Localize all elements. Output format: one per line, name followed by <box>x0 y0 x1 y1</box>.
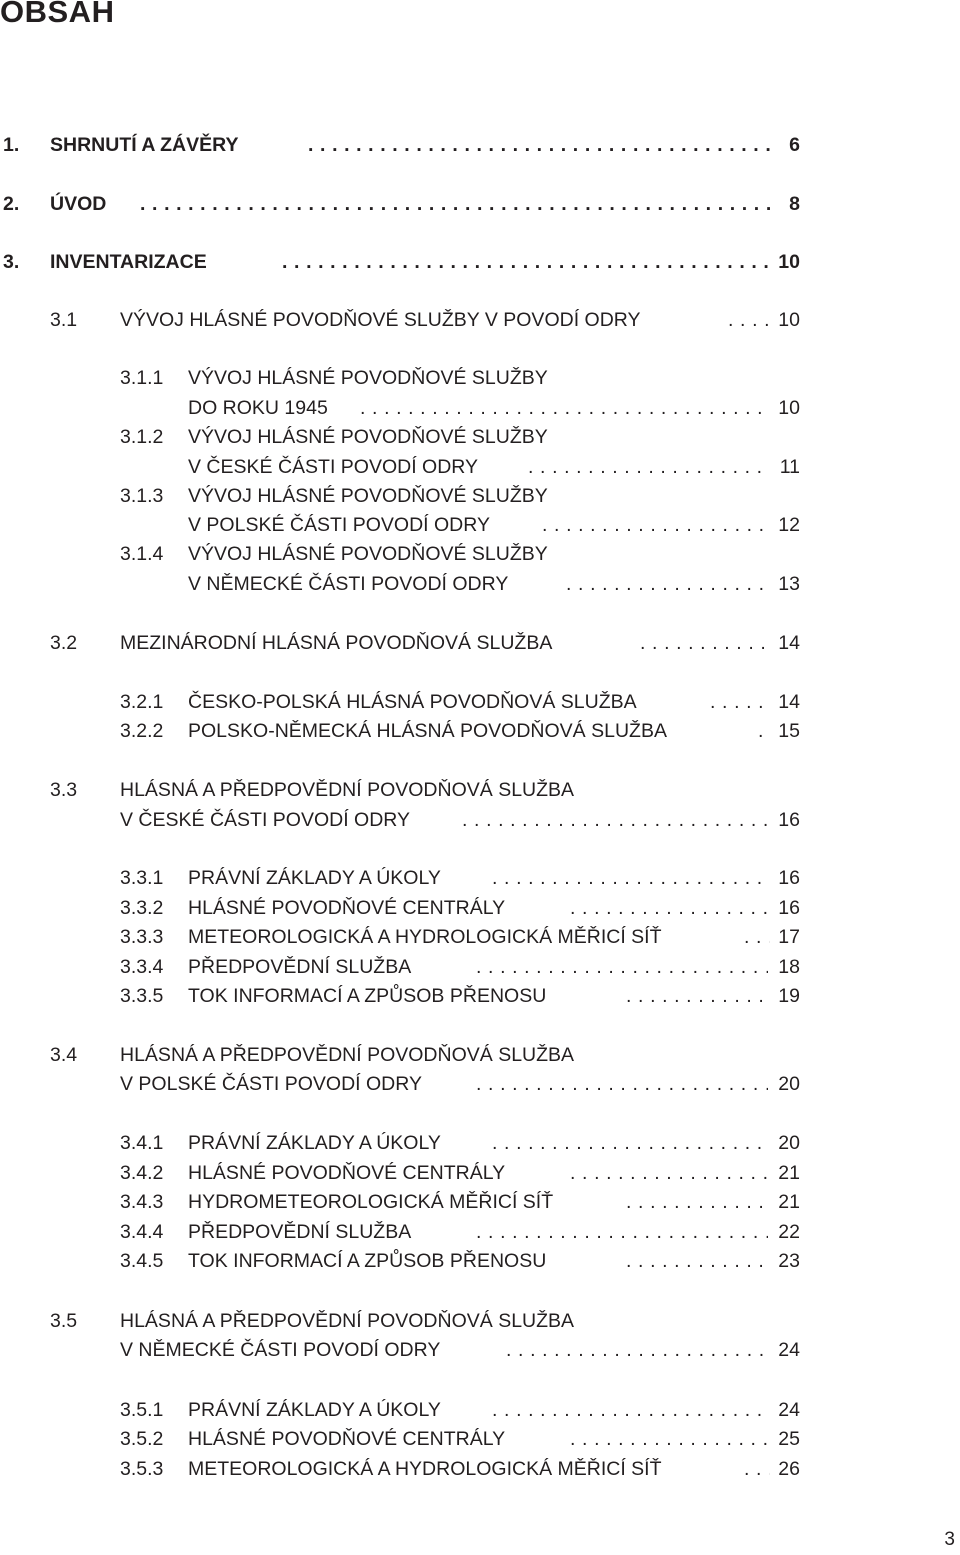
toc-entry-title: HLÁSNÁ A PŘEDPOVĚDNÍ POVODŇOVÁ SLUŽBA <box>120 1044 575 1066</box>
toc-entry-3-4-3[interactable] <box>0 1190 800 1214</box>
toc-entry-title: VÝVOJ HLÁSNÉ POVODŇOVÉ SLUŽBY <box>188 543 548 565</box>
toc-entry-page: 24 <box>778 1399 800 1421</box>
toc-entry-number: 3.4.2 <box>120 1162 164 1184</box>
toc-entry-title: INVENTARIZACE <box>50 251 207 273</box>
toc-entry-3-3-1[interactable] <box>0 866 800 890</box>
toc-leader <box>626 984 770 1008</box>
toc-entry-number: 1. <box>3 134 20 156</box>
toc-leader <box>360 396 768 420</box>
toc-leader <box>542 513 768 537</box>
toc-entry-number: 3.3.3 <box>120 926 164 948</box>
toc-entry-title-continued: V NĚMECKÉ ČÁSTI POVODÍ ODRY <box>188 573 509 595</box>
toc-entry-number: 3.1 <box>50 309 78 331</box>
toc-entry-page: 19 <box>778 985 800 1007</box>
toc-entry-3-4-1[interactable] <box>0 1131 800 1155</box>
toc-leader <box>710 690 770 714</box>
toc-entry-page: 24 <box>778 1339 800 1361</box>
toc-leader <box>462 808 768 832</box>
toc-leader <box>640 631 770 655</box>
toc-entry-page: 26 <box>778 1458 800 1480</box>
toc-entry-page: 25 <box>778 1428 800 1450</box>
toc-entry-3-1-4-line1[interactable] <box>0 542 800 566</box>
toc-entry-3-1-2-line2[interactable] <box>0 455 800 479</box>
toc-entry-page: 10 <box>778 251 800 273</box>
toc-entry-number: 3.4.1 <box>120 1132 164 1154</box>
toc-entry-number: 3.4 <box>50 1044 78 1066</box>
toc-entry-page: 11 <box>779 456 800 478</box>
toc-entry-title: METEOROLOGICKÁ A HYDROLOGICKÁ MĚŘICÍ SÍŤ <box>188 926 662 948</box>
toc-entry-title: METEOROLOGICKÁ A HYDROLOGICKÁ MĚŘICÍ SÍŤ <box>188 1458 662 1480</box>
toc-leader <box>506 1338 768 1362</box>
toc-entry-title: PŘEDPOVĚDNÍ SLUŽBA <box>188 956 412 978</box>
toc-entry-number: 3.3.5 <box>120 985 164 1007</box>
toc-entry-number: 3. <box>3 251 20 273</box>
toc-leader <box>626 1249 770 1273</box>
toc-entry-title: VÝVOJ HLÁSNÉ POVODŇOVÉ SLUŽBY <box>188 367 548 389</box>
toc-entry-page: 13 <box>778 573 800 595</box>
toc-entry-page: 16 <box>778 897 800 919</box>
toc-entry-title-continued: V ČESKÉ ČÁSTI POVODÍ ODRY <box>120 809 411 831</box>
toc-leader <box>492 1131 768 1155</box>
toc-entry-title: HLÁSNÉ POVODŇOVÉ CENTRÁLY <box>188 1428 506 1450</box>
toc-entry-title-continued: V POLSKÉ ČÁSTI POVODÍ ODRY <box>120 1073 422 1095</box>
toc-leader <box>728 308 768 332</box>
toc-leader <box>570 896 768 920</box>
toc-entry-title: PRÁVNÍ ZÁKLADY A ÚKOLY <box>188 867 441 889</box>
page-title: OBSAH <box>0 0 115 29</box>
toc-entry-title: HLÁSNÉ POVODŇOVÉ CENTRÁLY <box>188 1162 506 1184</box>
toc-entry-title: VÝVOJ HLÁSNÉ POVODŇOVÉ SLUŽBY V POVODÍ ODRY <box>120 309 641 331</box>
toc-entry-3-2[interactable] <box>0 631 800 655</box>
toc-leader <box>140 192 770 216</box>
toc-entry-title: SHRNUTÍ A ZÁVĚRY <box>50 134 239 156</box>
toc-entry-3-3-3[interactable] <box>0 925 800 949</box>
toc-leader <box>492 866 768 890</box>
toc-entry-page: 21 <box>778 1191 800 1213</box>
toc-leader <box>528 455 770 479</box>
toc-entry-title-continued: DO ROKU 1945 <box>188 397 328 419</box>
toc-entry-3-1-3-line2[interactable] <box>0 513 800 537</box>
toc-leader <box>476 1072 768 1096</box>
toc-entry-number: 3.1.3 <box>120 485 164 507</box>
toc-entry-page: 10 <box>778 309 800 331</box>
toc-entry-title: HLÁSNÁ A PŘEDPOVĚDNÍ POVODŇOVÁ SLUŽBA <box>120 779 575 801</box>
toc-entry-number: 3.2 <box>50 632 78 654</box>
toc-entry-3-1-1-line2[interactable] <box>0 396 800 420</box>
toc-entry-number: 3.2.2 <box>120 720 164 742</box>
toc-entry-3-1-1-line1[interactable] <box>0 366 800 390</box>
toc-entry-page: 15 <box>778 720 800 742</box>
toc-entry-title: MEZINÁRODNÍ HLÁSNÁ POVODŇOVÁ SLUŽBA <box>120 632 553 654</box>
toc-entry-1[interactable] <box>0 133 800 157</box>
toc-entry-title-continued: V POLSKÉ ČÁSTI POVODÍ ODRY <box>188 514 490 536</box>
toc-entry-page: 16 <box>778 867 800 889</box>
toc-entry-number: 2. <box>3 193 20 215</box>
toc-entry-3-3-line2[interactable] <box>0 808 800 832</box>
toc-entry-page: 14 <box>778 632 800 654</box>
toc-leader <box>476 1220 768 1244</box>
toc-entry-number: 3.3.2 <box>120 897 164 919</box>
toc-entry-3-3-5[interactable] <box>0 984 800 1008</box>
toc-leader <box>744 1457 770 1481</box>
toc-entry-number: 3.4.4 <box>120 1221 164 1243</box>
toc-entry-number: 3.1.2 <box>120 426 164 448</box>
toc-entry-3-1[interactable] <box>0 308 800 332</box>
toc-leader <box>476 955 768 979</box>
toc-entry-page: 16 <box>778 809 800 831</box>
toc-entry-3-5-2[interactable] <box>0 1427 800 1451</box>
toc-entry-number: 3.2.1 <box>120 691 164 713</box>
toc-entry-page: 21 <box>778 1162 800 1184</box>
toc-entry-number: 3.4.3 <box>120 1191 164 1213</box>
toc-entry-title-continued: V NĚMECKÉ ČÁSTI POVODÍ ODRY <box>120 1339 441 1361</box>
toc-entry-number: 3.5.1 <box>120 1399 164 1421</box>
toc-entry-3-2-2[interactable] <box>0 719 800 743</box>
toc-entry-title: PRÁVNÍ ZÁKLADY A ÚKOLY <box>188 1399 441 1421</box>
toc-leader <box>744 925 770 949</box>
toc-entry-title: VÝVOJ HLÁSNÉ POVODŇOVÉ SLUŽBY <box>188 426 548 448</box>
toc-entry-page: 17 <box>778 926 800 948</box>
toc-entry-page: 22 <box>778 1221 800 1243</box>
toc-entry-3-5-line2[interactable] <box>0 1338 800 1362</box>
toc-entry-page: 20 <box>778 1132 800 1154</box>
toc-entry-3-1-4-line2[interactable] <box>0 572 800 596</box>
toc-entry-3-5-line1[interactable] <box>0 1309 800 1333</box>
toc-entry-3[interactable] <box>0 250 800 274</box>
page-number: 3 <box>944 1529 955 1550</box>
toc-entry-title: ČESKO-POLSKÁ HLÁSNÁ POVODŇOVÁ SLUŽBA <box>188 691 637 713</box>
toc-entry-3-4-2[interactable] <box>0 1161 800 1185</box>
toc-entry-page: 14 <box>778 691 800 713</box>
toc-entry-page: 20 <box>778 1073 800 1095</box>
toc-entry-number: 3.4.5 <box>120 1250 164 1272</box>
toc-leader <box>570 1161 768 1185</box>
toc-entry-title: HLÁSNÁ A PŘEDPOVĚDNÍ POVODŇOVÁ SLUŽBA <box>120 1310 575 1332</box>
toc-entry-title-continued: V ČESKÉ ČÁSTI POVODÍ ODRY <box>188 456 479 478</box>
toc-entry-2[interactable] <box>0 192 800 216</box>
toc-entry-title: TOK INFORMACÍ A ZPŮSOB PŘENOSU <box>188 985 547 1007</box>
toc-entry-3-2-1[interactable] <box>0 690 800 714</box>
toc-entry-title: PŘEDPOVĚDNÍ SLUŽBA <box>188 1221 412 1243</box>
toc-entry-3-3-4[interactable] <box>0 955 800 979</box>
toc-leader <box>626 1190 770 1214</box>
toc-entry-title: PRÁVNÍ ZÁKLADY A ÚKOLY <box>188 1132 441 1154</box>
toc-leader <box>308 133 770 157</box>
toc-entry-title: TOK INFORMACÍ A ZPŮSOB PŘENOSU <box>188 1250 547 1272</box>
toc-entry-3-4-4[interactable] <box>0 1220 800 1244</box>
toc-entry-3-3-2[interactable] <box>0 896 800 920</box>
toc-entry-3-5-3[interactable] <box>0 1457 800 1481</box>
toc-entry-3-4-line2[interactable] <box>0 1072 800 1096</box>
toc-entry-number: 3.1.4 <box>120 543 164 565</box>
toc-leader <box>566 572 768 596</box>
toc-leader <box>492 1398 768 1422</box>
toc-leader <box>758 719 770 743</box>
toc-entry-page: 6 <box>789 134 800 156</box>
toc-entry-number: 3.1.1 <box>120 367 164 389</box>
toc-entry-page: 10 <box>778 397 800 419</box>
toc-entry-title: HLÁSNÉ POVODŇOVÉ CENTRÁLY <box>188 897 506 919</box>
toc-entry-number: 3.3.1 <box>120 867 164 889</box>
toc-leader <box>282 250 768 274</box>
toc-entry-3-4-line1[interactable] <box>0 1043 800 1067</box>
toc-entry-title: VÝVOJ HLÁSNÉ POVODŇOVÉ SLUŽBY <box>188 485 548 507</box>
toc-entry-3-1-2-line1[interactable] <box>0 425 800 449</box>
toc-entry-3-1-3-line1[interactable] <box>0 484 800 508</box>
toc-entry-title: POLSKO-NĚMECKÁ HLÁSNÁ POVODŇOVÁ SLUŽBA <box>188 720 667 742</box>
toc-entry-3-5-1[interactable] <box>0 1398 800 1422</box>
toc-entry-3-3-line1[interactable] <box>0 778 800 802</box>
toc-entry-title: ÚVOD <box>50 193 107 215</box>
toc-entry-number: 3.3.4 <box>120 956 164 978</box>
toc-entry-page: 8 <box>789 193 800 215</box>
toc-entry-page: 18 <box>778 956 800 978</box>
toc-entry-3-4-5[interactable] <box>0 1249 800 1273</box>
toc-entry-number: 3.3 <box>50 779 78 801</box>
toc-entry-number: 3.5 <box>50 1310 78 1332</box>
toc-entry-number: 3.5.2 <box>120 1428 164 1450</box>
toc-entry-page: 12 <box>778 514 800 536</box>
toc-entry-number: 3.5.3 <box>120 1458 164 1480</box>
toc-leader <box>570 1427 768 1451</box>
toc-entry-title: HYDROMETEOROLOGICKÁ MĚŘICÍ SÍŤ <box>188 1191 554 1213</box>
toc-entry-page: 23 <box>778 1250 800 1272</box>
